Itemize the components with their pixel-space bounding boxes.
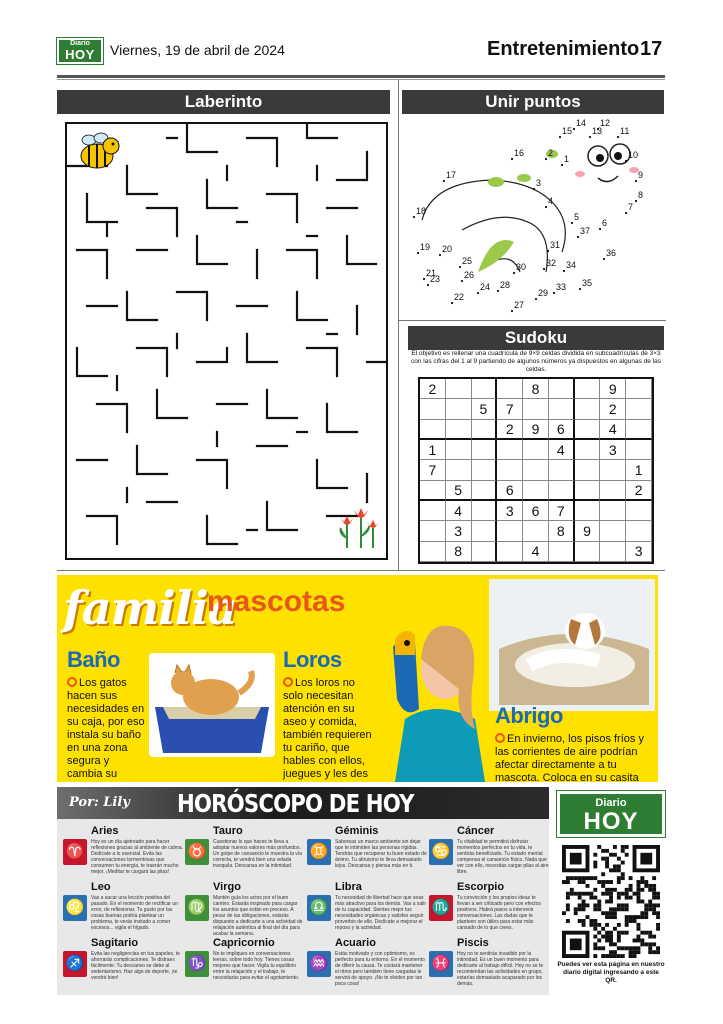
sudoku-cell[interactable] <box>497 379 523 399</box>
bano-text <box>67 677 145 782</box>
sign-text: Tu vitalidad te permitirá disfrutar momentos perfectos en tu vida, te sentirás beneficiado. Tu estado mental compensa el cansancio físico. Nada que ver con ello, necesitas cargar pilas al aire libre. <box>457 839 549 875</box>
abrigo-text <box>495 733 655 782</box>
sudoku-cell[interactable] <box>420 399 446 419</box>
dot-number-label: 27 <box>514 300 525 310</box>
sudoku-cell[interactable]: 9 <box>600 379 626 399</box>
dot-point <box>559 136 561 138</box>
dot-point <box>497 290 499 292</box>
sudoku-cell[interactable] <box>575 420 601 440</box>
sign-text: Hoy no te sentirás invadido por la intimidad. Es un buen momento para dedicarte al trabajo difícil. Hoy no se te recomiendan las actividades en grupo, estarías demasiado acaparado por los demás. <box>457 951 544 987</box>
zodiac-symbol-icon: ♐ <box>63 951 87 977</box>
abrigo-heading: Abrigo <box>495 703 563 728</box>
horoscope-sign-6 <box>307 881 429 938</box>
sudoku-cell[interactable]: 3 <box>600 440 626 460</box>
sudoku-cell[interactable]: 8 <box>446 542 472 562</box>
sudoku-cell[interactable]: 3 <box>497 501 523 521</box>
dot-number-label: 22 <box>454 292 465 302</box>
row-divider <box>398 320 666 321</box>
zodiac-symbol-icon: ♍ <box>185 895 209 921</box>
sudoku-cell[interactable]: 4 <box>600 420 626 440</box>
diario-hoy-logo-large <box>557 791 665 837</box>
sudoku-cell[interactable] <box>497 521 523 541</box>
sudoku-cell[interactable] <box>549 542 575 562</box>
sudoku-cell[interactable] <box>549 481 575 501</box>
zodiac-symbol-icon: ♓ <box>429 951 453 977</box>
sudoku-cell[interactable] <box>523 399 549 419</box>
dot-number-label: 25 <box>462 256 473 266</box>
qr-caption: Puedes ver esta página en nuestro diario digital ingresando a este QR. <box>557 961 665 984</box>
dot-point <box>599 228 601 230</box>
sudoku-cell[interactable]: 9 <box>575 521 601 541</box>
dot-point <box>477 292 479 294</box>
dot-point <box>625 160 627 162</box>
sudoku-cell[interactable] <box>523 440 549 460</box>
dot-number-label: 31 <box>550 240 561 250</box>
logo-top-text: Diario <box>595 797 627 809</box>
sudoku-cell[interactable] <box>575 542 601 562</box>
sudoku-cell[interactable] <box>472 420 498 440</box>
dot-number-label: 37 <box>580 226 591 236</box>
sudoku-cell[interactable] <box>626 501 652 521</box>
sudoku-cell[interactable] <box>600 542 626 562</box>
page-number: 17 <box>640 38 663 60</box>
sudoku-cell[interactable] <box>497 460 523 480</box>
dot-point <box>443 180 445 182</box>
zodiac-symbol-icon: ♊ <box>307 839 331 865</box>
dot-number-label: 17 <box>446 170 457 180</box>
sudoku-cell[interactable] <box>420 481 446 501</box>
sudoku-cell[interactable] <box>600 501 626 521</box>
sudoku-cell[interactable] <box>575 399 601 419</box>
dot-number-label: 6 <box>602 218 608 228</box>
diario-hoy-logo <box>57 38 103 64</box>
bullet-icon <box>283 677 293 687</box>
sudoku-cell[interactable] <box>575 379 601 399</box>
familia-title: familia <box>63 581 237 635</box>
dot-point <box>451 302 453 304</box>
sudoku-title-bar <box>408 326 664 350</box>
sudoku-cell[interactable]: 5 <box>446 481 472 501</box>
qr-section <box>557 791 665 991</box>
dot-point <box>579 288 581 290</box>
sudoku-cell[interactable] <box>549 460 575 480</box>
sudoku-cell[interactable] <box>600 460 626 480</box>
section-title: Entretenimiento <box>487 38 640 60</box>
sudoku-cell[interactable] <box>420 542 446 562</box>
dot-point <box>511 310 513 312</box>
dot-number-label: 12 <box>600 118 611 128</box>
sudoku-cell[interactable] <box>549 379 575 399</box>
dot-point <box>461 280 463 282</box>
dot-point <box>439 254 441 256</box>
dot-point <box>577 236 579 238</box>
sudoku-cell[interactable] <box>446 379 472 399</box>
sudoku-cell[interactable] <box>575 501 601 521</box>
sudoku-cell[interactable] <box>575 460 601 480</box>
dot-number-label: 3 <box>536 178 542 188</box>
sudoku-cell[interactable] <box>575 440 601 460</box>
sudoku-cell[interactable] <box>523 481 549 501</box>
sign-name: Sagitario <box>91 937 139 949</box>
sudoku-cell[interactable]: 2 <box>600 399 626 419</box>
dot-number-label: 1 <box>564 154 570 164</box>
dot-point <box>511 158 513 160</box>
dot-point <box>543 268 545 270</box>
sudoku-cell[interactable] <box>497 542 523 562</box>
sudoku-cell[interactable] <box>575 481 601 501</box>
sudoku-cell[interactable]: 5 <box>472 399 498 419</box>
sudoku-cell[interactable] <box>472 481 498 501</box>
dot-number-label: 8 <box>638 190 644 200</box>
horoscope-sign-3 <box>429 825 549 882</box>
horoscope-title: HORÓSCOPO DE HOY <box>177 789 414 818</box>
sign-name: Tauro <box>213 825 243 837</box>
dots-title: Unir puntos <box>485 92 581 111</box>
zodiac-symbol-icon: ♏ <box>429 895 453 921</box>
dot-point <box>553 292 555 294</box>
zodiac-symbol-icon: ♋ <box>429 839 453 865</box>
connect-dots-puzzle <box>402 112 664 317</box>
sudoku-cell[interactable] <box>626 399 652 419</box>
sudoku-cell[interactable]: 7 <box>549 501 575 521</box>
sign-name: Virgo <box>213 881 241 893</box>
sudoku-cell[interactable]: 2 <box>497 420 523 440</box>
horoscope-sign-1 <box>185 825 307 882</box>
sudoku-cell[interactable] <box>626 440 652 460</box>
sudoku-cell[interactable] <box>472 542 498 562</box>
qr-code[interactable] <box>562 845 660 958</box>
dot-number-label: 36 <box>606 248 617 258</box>
dot-number-label: 21 <box>426 268 437 278</box>
bano-heading: Baño <box>67 647 120 672</box>
dot-number-label: 32 <box>546 258 557 268</box>
zodiac-symbol-icon: ♑ <box>185 951 209 977</box>
dot-number-label: 10 <box>628 150 639 160</box>
sudoku-cell[interactable]: 6 <box>497 481 523 501</box>
sudoku-cell[interactable]: 1 <box>626 460 652 480</box>
sudoku-cell[interactable]: 2 <box>626 481 652 501</box>
leaf-spots-icon <box>478 150 561 272</box>
dot-point <box>423 278 425 280</box>
sign-name: Piscis <box>457 937 489 949</box>
dot-point <box>625 212 627 214</box>
horoscope-banner <box>57 787 549 819</box>
sudoku-instructions: El objetivo es rellenar una cuadrícula de 9×9 celdas dividida en subcuadrículas de 3×3 con las cifras del 1 al 9 partiendo de algunos números ya dispuestos en algunas de las celdas. <box>410 350 662 373</box>
dot-number-label: 14 <box>576 118 587 128</box>
sign-text: No te impliques en conversaciones leeras, sobre todo hoy. Tienes cosas mejores que hacer. Vigila tu equilibrio entre la relajación y el trabajo, te necesitarás para evitar el agotamiento. <box>213 951 300 981</box>
sign-text: Hoy es un día ajetreado para hacer reflexiones gracias al ambiente de calma. Dedícate a lo esencial. Evita las conversaciones tormentosas que consumen tu energía, te traerán mucho mejor. ¡Meditar te cargará las pilas! <box>91 839 183 875</box>
sudoku-cell[interactable] <box>600 521 626 541</box>
sudoku-grid <box>418 377 654 564</box>
dot-point <box>589 136 591 138</box>
sudoku-cell[interactable]: 9 <box>523 420 549 440</box>
bee-icon <box>81 133 119 168</box>
sudoku-cell[interactable] <box>446 440 472 460</box>
tulip-flowers-icon <box>341 508 379 548</box>
sudoku-cell[interactable]: 2 <box>420 379 446 399</box>
dot-number-label: 15 <box>562 126 573 136</box>
woman-parrot-photo <box>375 599 485 782</box>
dot-number-label: 33 <box>556 282 567 292</box>
dot-point <box>561 164 563 166</box>
dog-bed-photo <box>489 579 655 711</box>
sudoku-cell[interactable]: 8 <box>549 521 575 541</box>
horoscope-sign-7 <box>429 881 549 938</box>
zodiac-symbol-icon: ♈ <box>63 839 87 865</box>
sudoku-cell[interactable]: 7 <box>420 460 446 480</box>
loros-text-body: Los loros no solo necesitan atención en su aseo y comida, también requieren tu cariño, que hables con ellos, juegues y les des <box>283 677 372 780</box>
sign-name: Capricornio <box>213 937 275 949</box>
maze-puzzle <box>65 122 388 560</box>
sudoku-cell[interactable]: 4 <box>549 440 575 460</box>
issue-date: Viernes, 19 de abril de 2024 <box>110 42 285 58</box>
sudoku-cell[interactable] <box>420 501 446 521</box>
dot-number-label: 4 <box>548 196 554 206</box>
sign-text: Saboreas un marco ambiente sin dejar que te intimiden las personas rígidas. Tendrás que recuperar tu buen estado de ánimo. Tu altruismo te lleva demasiado lejos. Descansa y piensa más en ti. <box>335 839 427 869</box>
dot-point <box>635 200 637 202</box>
sudoku-cell[interactable] <box>420 420 446 440</box>
dot-number-label: 35 <box>582 278 593 288</box>
sudoku-cell[interactable] <box>446 399 472 419</box>
dog-on-bed-image <box>489 579 655 711</box>
maze-title-bar <box>57 90 390 114</box>
horoscope-sign-5 <box>185 881 307 938</box>
abrigo-text-body: En invierno, los pisos fríos y las corrientes de aire podrían afectar directamente a tu mascota. Coloca en su casita <box>495 733 644 782</box>
dot-point <box>635 180 637 182</box>
dot-number-label: 34 <box>566 260 577 270</box>
sudoku-cell[interactable] <box>446 460 472 480</box>
sudoku-cell[interactable] <box>626 521 652 541</box>
horoscope-sign-8 <box>63 937 185 994</box>
sudoku-cell[interactable] <box>472 460 498 480</box>
dot-number-label: 24 <box>480 282 491 292</box>
dot-point <box>427 284 429 286</box>
sign-text: Estás motivado y con optimismo, es perfecto para tu entorno. En el momento de diferir la causa. Te costará mantener el ritmo pero también tiene cargadas le servirá de apoyo. ¡No te olvides por tan poca cosa! <box>335 951 425 987</box>
horoscope-sign-0 <box>63 825 185 882</box>
dot-number-label: 23 <box>430 274 441 284</box>
cat-in-litterbox-image <box>149 653 275 757</box>
sudoku-cell[interactable]: 1 <box>420 440 446 460</box>
loros-heading: Loros <box>283 647 342 672</box>
dot-point <box>535 298 537 300</box>
sudoku-cell[interactable] <box>549 399 575 419</box>
horoscope-sign-9 <box>185 937 307 994</box>
dot-point <box>417 252 419 254</box>
section-divider <box>57 570 665 571</box>
dot-number-label: 26 <box>464 270 475 280</box>
sudoku-cell[interactable] <box>472 440 498 460</box>
dot-number-label: 20 <box>442 244 453 254</box>
sign-text: Tu necesidad de libertad hace que seas más atractivo para los demás. Vas a salir de tu capacidad. Sientes mejor tus necesidades orgánicas y satisfes seguir proverbio de ello. Dedícate a mejorar el reposo y la actividad. <box>335 895 427 931</box>
dot-number-label: 29 <box>538 288 549 298</box>
dot-point <box>571 222 573 224</box>
horoscope-sign-11 <box>429 937 549 994</box>
sudoku-cell[interactable]: 8 <box>523 379 549 399</box>
dot-number-label: 13 <box>592 126 603 136</box>
logo-main-text: HOY <box>583 808 639 835</box>
sign-text: Vas a sacar una lección positiva del pasado. En el momento de rectificar un error, de reflexionar. Tu gusto por las cosas buenas podría plantear un problema, te verás invitado a comer excesos... vigila el hígado. <box>91 895 178 931</box>
sudoku-cell[interactable]: 3 <box>446 521 472 541</box>
horoscope-sign-4 <box>63 881 185 938</box>
zodiac-symbol-icon: ♒ <box>307 951 331 977</box>
dot-number-label: 11 <box>620 126 630 136</box>
dot-point <box>573 128 575 130</box>
sudoku-cell[interactable] <box>472 501 498 521</box>
sudoku-cell[interactable] <box>497 440 523 460</box>
dot-number-label: 18 <box>416 206 427 216</box>
sudoku-cell[interactable] <box>523 460 549 480</box>
cat-litter-photo <box>149 653 275 757</box>
sudoku-cell[interactable]: 6 <box>523 501 549 521</box>
logo-top-text: Diario <box>70 40 90 47</box>
dot-point <box>547 250 549 252</box>
sudoku-cell[interactable]: 3 <box>626 542 652 562</box>
dot-point <box>617 136 619 138</box>
horoscope-panel <box>57 787 549 995</box>
dot-number-label: 9 <box>638 170 644 180</box>
dots-title-bar <box>402 90 664 114</box>
dot-point <box>545 206 547 208</box>
header-rule-thin <box>57 79 665 80</box>
sign-name: Cáncer <box>457 825 495 837</box>
sign-text: Mantén guía los actos por el buen camino. Estarás inspirado para cargar los asuntos que están en proceso. A pesar de las obligaciones, estarás dispuesto a dedicarte a una actividad de relajación auténtica al final del día para acabar la semana. <box>213 895 303 937</box>
loros-text <box>283 677 373 782</box>
maze-grid <box>67 124 386 558</box>
zodiac-symbol-icon: ♉ <box>185 839 209 865</box>
sudoku-cell[interactable] <box>420 521 446 541</box>
dot-number-label: 16 <box>514 148 525 158</box>
sudoku-cell[interactable] <box>626 379 652 399</box>
dot-number-label: 19 <box>420 242 431 252</box>
zodiac-symbol-icon: ♌ <box>63 895 87 921</box>
sudoku-cell[interactable] <box>446 420 472 440</box>
sign-text: Evita las negligencias en tus papeles, te ahorrarás complicaciones. Te distraes fácilmente. Tu descanso se debe al sedentarismo. Haz algo de deporte, ¡te vendrá bien! <box>91 951 180 981</box>
dot-point <box>563 270 565 272</box>
dot-point <box>513 272 515 274</box>
column-divider <box>398 80 399 570</box>
maze-title: Laberinto <box>184 92 263 111</box>
sign-name: Acuario <box>335 937 376 949</box>
dot-point <box>459 266 461 268</box>
dot-number-label: 2 <box>548 148 554 158</box>
bano-text-body: Los gatos hacen sus necesidades en su caja, por eso instala su baño en una zona segura y cambia su <box>67 677 145 780</box>
sign-name: Libra <box>335 881 362 893</box>
sudoku-cell[interactable] <box>600 481 626 501</box>
dot-point <box>603 258 605 260</box>
horoscope-author: Por: Lily <box>69 795 130 810</box>
sign-name: Aries <box>91 825 119 837</box>
sudoku-cell[interactable]: 6 <box>549 420 575 440</box>
dot-point <box>413 216 415 218</box>
sudoku-title: Sudoku <box>504 328 568 347</box>
sign-name: Escorpio <box>457 881 505 893</box>
sudoku-cell[interactable] <box>472 521 498 541</box>
dot-number-label: 28 <box>500 280 511 290</box>
sudoku-cell[interactable] <box>472 379 498 399</box>
horoscope-sign-2 <box>307 825 429 882</box>
dot-point <box>533 188 535 190</box>
familia-mascotas-panel <box>57 575 658 782</box>
sign-text: Cuestionar lo que haces te lleva a adoptar nuevos valores más profundos. Un golpe de cansancio le muestra la vía correcta, te vendrá bien una velada tranquila. Descansa en la intimidad. <box>213 839 302 869</box>
sudoku-cell[interactable]: 4 <box>523 542 549 562</box>
dot-number-label: 7 <box>628 202 634 212</box>
zodiac-symbol-icon: ♎ <box>307 895 331 921</box>
sudoku-cell[interactable] <box>523 521 549 541</box>
bullet-icon <box>67 677 77 687</box>
mascotas-subtitle: mascotas <box>207 585 346 618</box>
sudoku-cell[interactable]: 7 <box>497 399 523 419</box>
sign-name: Géminis <box>335 825 379 837</box>
dot-number-label: 30 <box>516 262 527 272</box>
dots-canvas <box>402 112 664 317</box>
logo-main-text: HOY <box>65 47 95 62</box>
sudoku-cell[interactable] <box>626 420 652 440</box>
dot-number-label: 5 <box>574 212 580 222</box>
sudoku-cell[interactable]: 4 <box>446 501 472 521</box>
horoscope-sign-10 <box>307 937 429 994</box>
bullet-icon <box>495 733 505 743</box>
dot-point <box>545 158 547 160</box>
woman-with-parrot-image <box>375 599 485 782</box>
sign-name: Leo <box>91 881 111 893</box>
sign-text: Tu convicción y los propios ideas te llevan a ser criticado pero con efectos positivos. Habrá pasos a intervenir conversaciones. Las dudas que te planteen son útiles para estar más cansado de lo que crees. <box>457 895 541 931</box>
header-rule <box>57 75 665 78</box>
